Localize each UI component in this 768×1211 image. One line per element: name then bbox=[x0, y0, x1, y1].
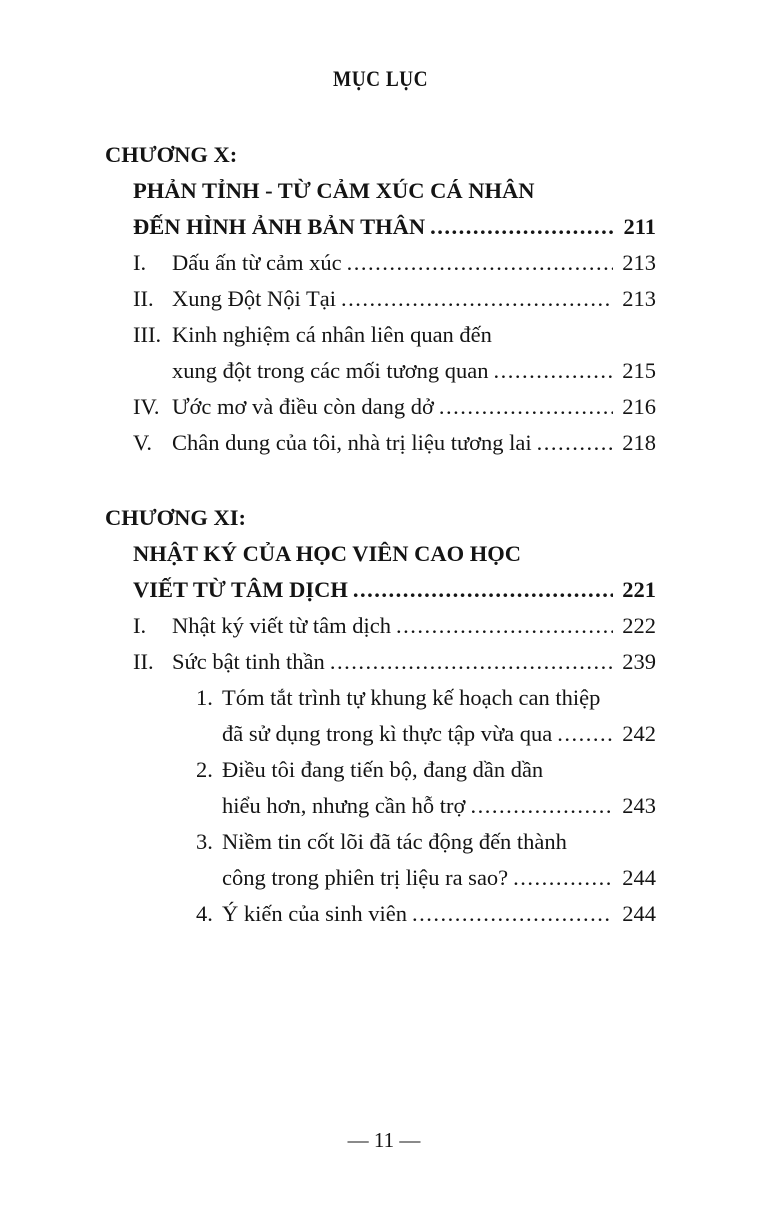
toc-entry bbox=[133, 281, 656, 317]
chapter-heading: CHƯƠNG X: bbox=[105, 142, 238, 167]
dot-leader bbox=[439, 389, 613, 425]
entry-page-number: 211 bbox=[623, 214, 656, 239]
entry-label: Dấu ấn từ cảm xúc bbox=[172, 250, 342, 275]
entry-label: Điều tôi đang tiến bộ, đang dần dần bbox=[222, 757, 544, 782]
dot-leader bbox=[353, 572, 613, 608]
entry-number: I. bbox=[133, 613, 147, 638]
dot-leader bbox=[537, 425, 613, 461]
entry-line-continuation bbox=[196, 788, 656, 824]
entry-line-continuation bbox=[196, 860, 656, 896]
entry-label: Xung Đột Nội Tại bbox=[172, 286, 336, 311]
entry-number: II. bbox=[133, 649, 154, 674]
page-footer-number: — 11 — bbox=[347, 1128, 421, 1152]
chapter-entries bbox=[133, 245, 656, 461]
entry-page-number: 243 bbox=[622, 793, 656, 818]
toc-entry bbox=[133, 245, 656, 281]
entry-number: III. bbox=[133, 322, 162, 347]
entry-line-continuation bbox=[196, 716, 656, 752]
entry-label: Ý kiến của sinh viên bbox=[222, 901, 407, 926]
chapter-entries bbox=[133, 608, 656, 932]
entry-label: Kinh nghiệm cá nhân liên quan đến bbox=[172, 322, 492, 347]
dot-leader bbox=[330, 644, 613, 680]
chapter-title-text: VIẾT TỪ TÂM DỊCH bbox=[133, 577, 348, 602]
entry-page-number: 222 bbox=[622, 613, 656, 638]
dot-leader bbox=[494, 353, 613, 389]
entry-number: I. bbox=[133, 250, 147, 275]
entry-label: Tóm tắt trình tự khung kế hoạch can thiệp bbox=[222, 685, 601, 710]
entry-page-number: 242 bbox=[622, 721, 656, 746]
entry-number: 1. bbox=[196, 685, 213, 710]
dot-leader bbox=[347, 245, 613, 281]
chapter-title-text: ĐẾN HÌNH ẢNH BẢN THÂN bbox=[133, 214, 426, 239]
entry-label: Nhật ký viết từ tâm dịch bbox=[172, 613, 392, 638]
chapter-xi-section bbox=[105, 499, 656, 932]
entry-label: Chân dung của tôi, nhà trị liệu tương lai bbox=[172, 430, 532, 455]
entry-label: xung đột trong các mối tương quan bbox=[172, 358, 489, 383]
entry-number: 4. bbox=[196, 901, 213, 926]
chapter-title-line bbox=[133, 173, 656, 209]
entry-number: IV. bbox=[133, 394, 160, 419]
chapter-title-line bbox=[133, 536, 656, 572]
toc-sub-entry bbox=[196, 896, 656, 932]
entry-label: hiểu hơn, nhưng cần hỗ trợ bbox=[222, 793, 466, 818]
entry-label: Sức bật tinh thần bbox=[172, 649, 325, 674]
toc-entry bbox=[133, 425, 656, 461]
toc-entry bbox=[133, 644, 656, 680]
dot-leader bbox=[341, 281, 613, 317]
chapter-title-line bbox=[133, 572, 656, 608]
entry-page-number: 244 bbox=[622, 901, 656, 926]
dot-leader bbox=[470, 788, 613, 824]
entry-page-number: 244 bbox=[622, 865, 656, 890]
dot-leader bbox=[412, 896, 613, 932]
entry-line-continuation bbox=[133, 353, 656, 389]
chapter-title-text: PHẢN TỈNH - TỪ CẢM XÚC CÁ NHÂN bbox=[133, 178, 535, 203]
entry-number: V. bbox=[133, 430, 152, 455]
entry-label: công trong phiên trị liệu ra sao? bbox=[222, 865, 509, 890]
toc-entry bbox=[133, 317, 656, 389]
dot-leader bbox=[513, 860, 613, 896]
chapter-title-line bbox=[133, 209, 656, 245]
dot-leader bbox=[396, 608, 613, 644]
entry-line bbox=[196, 752, 656, 788]
chapter-heading: CHƯƠNG XI: bbox=[105, 505, 247, 530]
entry-page-number: 213 bbox=[622, 250, 656, 275]
entry-label: Niềm tin cốt lõi đã tác động đến thành bbox=[222, 829, 567, 854]
page-title: MỤC LỤC bbox=[332, 66, 429, 91]
toc-entry bbox=[133, 389, 656, 425]
entry-page-number: 221 bbox=[622, 577, 656, 602]
entry-number: 3. bbox=[196, 829, 213, 854]
entry-line bbox=[133, 317, 656, 353]
dot-leader bbox=[430, 209, 613, 245]
entry-label: Ước mơ và điều còn dang dở bbox=[172, 394, 434, 419]
entry-page-number: 215 bbox=[622, 358, 656, 383]
entry-label: đã sử dụng trong kì thực tập vừa qua bbox=[222, 721, 553, 746]
dot-leader bbox=[557, 716, 613, 752]
chapter-title-block bbox=[133, 536, 656, 608]
entry-page-number: 218 bbox=[622, 430, 656, 455]
entry-page-number: 213 bbox=[622, 286, 656, 311]
entry-number: 2. bbox=[196, 757, 213, 782]
entry-number: II. bbox=[133, 286, 154, 311]
entry-line bbox=[196, 680, 656, 716]
entry-line bbox=[196, 824, 656, 860]
toc-sub-entry bbox=[196, 752, 656, 824]
toc-entry bbox=[133, 608, 656, 644]
entry-page-number: 239 bbox=[622, 649, 656, 674]
chapter-title-text: NHẬT KÝ CỦA HỌC VIÊN CAO HỌC bbox=[133, 541, 521, 566]
chapter-x-section bbox=[105, 136, 656, 461]
chapter-title-block bbox=[133, 173, 656, 245]
entry-page-number: 216 bbox=[622, 394, 656, 419]
toc-sub-entry bbox=[196, 680, 656, 752]
toc-sub-entry bbox=[196, 824, 656, 896]
